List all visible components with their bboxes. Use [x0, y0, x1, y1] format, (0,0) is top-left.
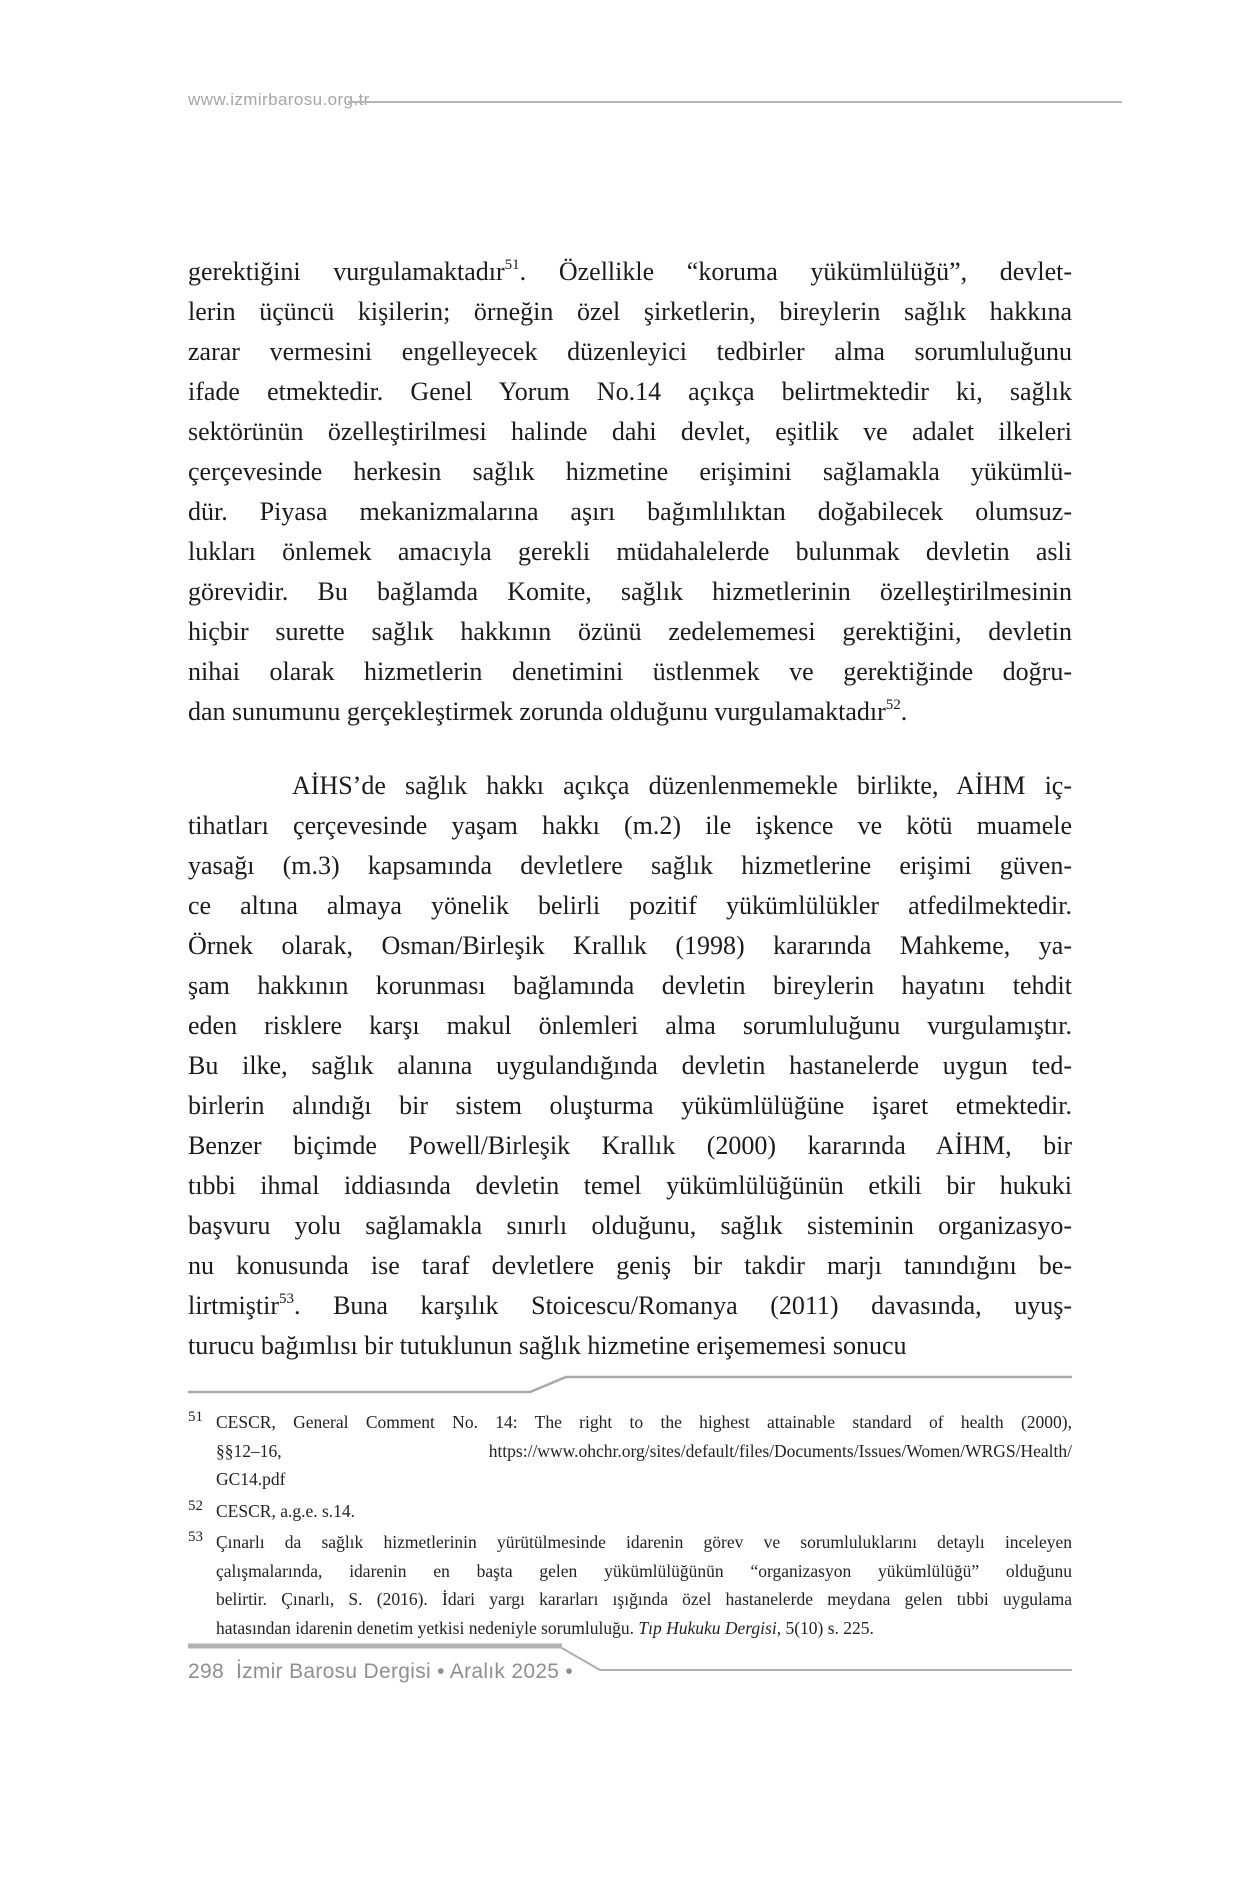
footnote-number: 52	[188, 1497, 203, 1514]
footnote-number: 51	[188, 1409, 203, 1425]
footnote-ref: 53	[279, 1291, 294, 1308]
text-line	[188, 572, 1072, 612]
text-run: §§12–16, https://www.ohchr.org/sites/default/files/Documents/Issues/Women/WRGS/Health/	[216, 1440, 1072, 1461]
text-run: Çınarlı da sağlık hizmetlerinin yürütülmesinde idarenin görev ve sorumluluklarını detaylı inceleyen	[216, 1532, 1072, 1552]
text-line	[188, 846, 1072, 886]
journal-title: İzmir Barosu Dergisi • Aralık 2025 •	[235, 1660, 574, 1683]
text-run: Benzer biçimde Powell/Birleşik Krallık (2000) kararında AİHM, bir	[188, 1131, 1072, 1160]
text-line	[188, 1126, 1072, 1166]
paragraph	[188, 252, 1072, 732]
body-paragraphs	[188, 252, 1072, 1366]
text-line	[188, 1166, 1072, 1206]
footnote	[188, 1497, 1072, 1526]
text-run: zarar vermesini engelleyecek düzenleyici tedbirler alma sorumluluğunu	[188, 337, 1072, 366]
text-run: başvuru yolu sağlamakla sınırlı olduğunu, sağlık sisteminin organizasyo-	[188, 1211, 1072, 1240]
italic-text: Tıp Hukuku Dergisi	[638, 1617, 777, 1638]
text-line	[188, 1046, 1072, 1086]
text-run: görevidir. Bu bağlamda Komite, sağlık hizmetlerinin özelleştirilmesinin	[188, 577, 1072, 606]
text-run: çerçevesinde herkesin sağlık hizmetine erişimini sağlamakla yükümlü-	[188, 457, 1072, 486]
text-run: ce altına almaya yönelik belirli pozitif yükümlülükler atfedilmektedir.	[188, 891, 1072, 920]
text-line	[188, 332, 1072, 372]
text-run: hatasından idarenin denetim yetkisi nedeniyle sorumluluğu.	[216, 1617, 639, 1638]
text-line	[188, 966, 1072, 1006]
text-line	[188, 766, 1072, 806]
text-run: AİHS’de sağlık hakkı açıkça düzenlenmemekle birlikte, AİHM iç-	[292, 771, 1072, 800]
text-line	[216, 1437, 1072, 1466]
text-run: tıbbi ihmal iddiasında devletin temel yükümlülüğünün etkili bir hukuki	[188, 1171, 1072, 1200]
text-line	[216, 1585, 1072, 1614]
text-line	[216, 1408, 1072, 1437]
paragraph	[188, 766, 1072, 1366]
text-run: nu konusunda ise taraf devletlere geniş bir takdir marjı tanındığını be-	[188, 1251, 1072, 1280]
text-line	[188, 1246, 1072, 1286]
footnote	[188, 1528, 1072, 1642]
text-line	[188, 926, 1072, 966]
text-run: yasağı (m.3) kapsamında devletlere sağlık hizmetlerine erişimi güven-	[188, 851, 1072, 880]
text-run: turucu bağımlısı bir tutuklunun sağlık hizmetine erişememesi sonucu	[188, 1331, 907, 1360]
text-line	[188, 492, 1072, 532]
footnote	[188, 1408, 1072, 1494]
text-run: . Özellikle “koruma yükümlülüğü”, devlet-	[519, 257, 1072, 286]
text-line	[216, 1557, 1072, 1586]
text-run: ifade etmektedir. Genel Yorum No.14 açıkça belirtmektedir ki, sağlık	[188, 377, 1072, 406]
text-line	[216, 1465, 1072, 1494]
text-run: çalışmalarında, idarenin en başta gelen yükümlülüğünün “organizasyon yükümlülüğü” olduğunu	[216, 1560, 1072, 1581]
footnote-ref: 51	[504, 257, 520, 274]
text-run: Örnek olarak, Osman/Birleşik Krallık (1998) kararında Mahkeme, ya-	[188, 931, 1072, 960]
text-run: sektörünün özelleştirilmesi halinde dahi devlet, eşitlik ve adalet ilkeleri	[188, 417, 1072, 446]
text-run: dür. Piyasa mekanizmalarına aşırı bağımlılıktan doğabilecek olumsuz-	[188, 497, 1072, 526]
text-line	[188, 652, 1072, 692]
page-number: 298	[188, 1660, 224, 1683]
text-run: dan sunumunu gerçekleştirmek zorunda olduğunu vurgulamaktadır	[188, 697, 886, 726]
text-line	[188, 1286, 1072, 1326]
text-run: şam hakkının korunması bağlamında devletin bireylerin hayatını tehdit	[188, 971, 1072, 1000]
text-line	[188, 886, 1072, 926]
text-run: gerektiğini vurgulamaktadır	[188, 257, 505, 286]
text-run: GC14.pdf	[216, 1469, 286, 1489]
text-line	[188, 1206, 1072, 1246]
text-line	[188, 292, 1072, 332]
text-line	[188, 412, 1072, 452]
text-run: Bu ilke, sağlık alanına uygulandığında devletin hastanelerde uygun ted-	[188, 1051, 1072, 1080]
footnote-number: 53	[188, 1529, 203, 1545]
text-line	[188, 806, 1072, 846]
text-line	[216, 1528, 1072, 1557]
header-url: www.izmirbarosu.org.tr	[188, 90, 370, 109]
footnote-ref: 52	[885, 697, 901, 714]
text-line	[188, 1086, 1072, 1126]
page-footer	[188, 1660, 573, 1684]
text-run: eden risklere karşı makul önlemleri alma sorumluluğunu vurgulamıştır.	[188, 1011, 1072, 1040]
text-run: lukları önlemek amacıyla gerekli müdahalelerde bulunmak devletin asli	[188, 537, 1072, 566]
text-line	[188, 532, 1072, 572]
text-run: lirtmiştir	[188, 1291, 279, 1320]
text-run: CESCR, a.g.e. s.14.	[216, 1500, 356, 1521]
text-run: belirtir. Çınarlı, S. (2016). İdari yargı kararları ışığında özel hastanelerde meydana gelen tıbbi uygulama	[216, 1589, 1072, 1609]
text-line	[188, 372, 1072, 412]
text-run: hiçbir surette sağlık hakkının özünü zedelememesi gerektiğini, devletin	[188, 617, 1072, 646]
text-run: lerin üçüncü kişilerin; örneğin özel şirketlerin, bireylerin sağlık hakkına	[188, 297, 1072, 326]
footnotes	[188, 1408, 1072, 1645]
text-run: CESCR, General Comment No. 14: The right to the highest attainable standard of health (2000),	[216, 1412, 1072, 1432]
text-run: .	[900, 697, 908, 726]
text-line	[188, 1006, 1072, 1046]
text-run: birlerin alındığı bir sistem oluşturma yükümlülüğüne işaret etmektedir.	[188, 1091, 1072, 1120]
text-run: . Buna karşılık Stoicescu/Romanya (2011) davasında, uyuş-	[294, 1291, 1072, 1320]
text-line	[188, 452, 1072, 492]
text-line	[188, 692, 1072, 732]
text-run: tihatları çerçevesinde yaşam hakkı (m.2) ile işkence ve kötü muamele	[188, 811, 1072, 840]
text-run: , 5(10) s. 225.	[776, 1617, 874, 1638]
text-line	[188, 612, 1072, 652]
text-line	[188, 252, 1072, 292]
text-line	[188, 1326, 1072, 1366]
text-run: nihai olarak hizmetlerin denetimini üstlenmek ve gerektiğinde doğru-	[188, 657, 1072, 686]
footnote-divider	[188, 1377, 1072, 1392]
text-line	[216, 1614, 1072, 1643]
text-line	[216, 1497, 1072, 1526]
